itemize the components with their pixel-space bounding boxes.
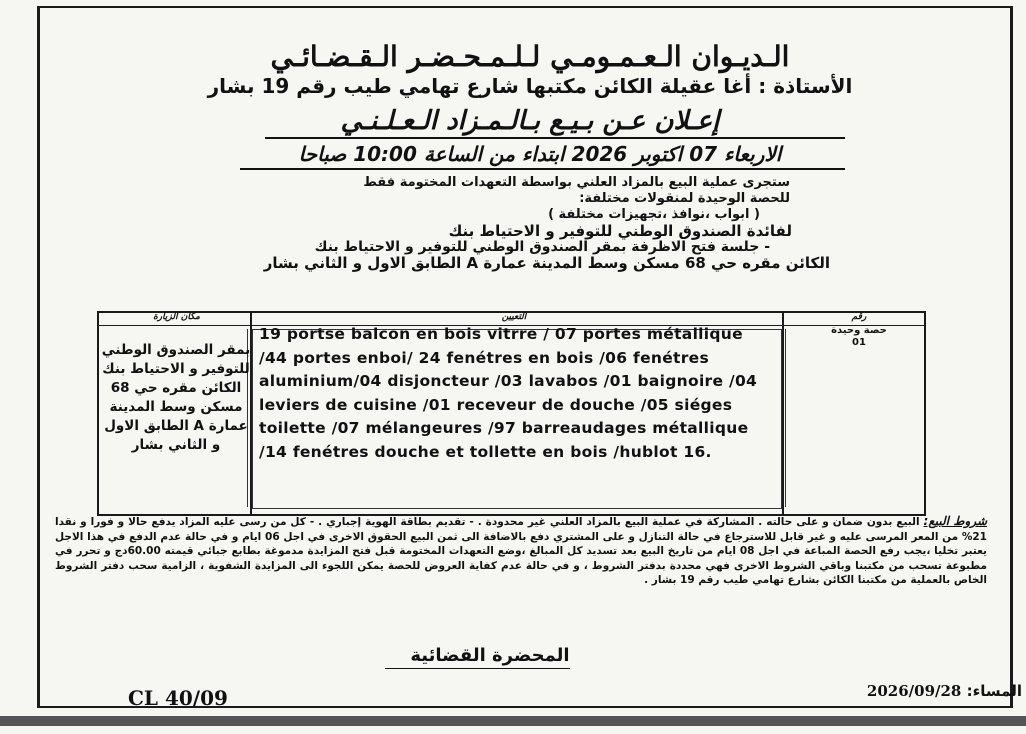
header-description: التعيين: [501, 312, 527, 322]
signature: المحضرة القضائية: [410, 645, 570, 666]
scan-edge-bar: [0, 716, 1026, 726]
place-cell: بمقر الصندوق الوطني للتوفير و الاحتياط بنك الكائن مقره حي 68 مسكن وسط المدينة عمارة A الطابق الاول و الثاني بشار: [101, 342, 251, 453]
ref-number: 01: [852, 337, 866, 348]
ref-cell: [799, 325, 919, 349]
announcement-title: إعـلان عـن بـيـع بـالـمـزاد الـعـلـنـي: [340, 106, 720, 136]
description-cell: 19 portse balcon en bois vitrre / 07 portes métallique /44 portes enboi/ 24 fenétres en bois /06 fenétres aluminium/04 disjoncteur /03 lavabos /01 baignoire /04 leviers de cuisine /01 receveur de douche /05 siéges toilette /07 mélangeures /97 barreaudages métallique /14 fenétres douche et tollette en bois /hublot 16.: [259, 325, 758, 461]
table-col-divider: [782, 313, 784, 514]
conditions-label: شروط البيع:: [923, 514, 987, 528]
announcement-underline: [265, 137, 845, 139]
office-title: الـديـوان الـعـمـومـي لـلـمـحـضـر الـقـضـائـي: [270, 40, 790, 73]
intro-line-5: - جلسة فتح الاظرفة بمقر الصندوق الوطني للتوفير و الاحتياط بنك: [314, 239, 770, 255]
ref-cell-box: [785, 329, 918, 507]
date-value: 2026/09/28: [866, 682, 962, 700]
date-label: المساء:: [966, 682, 1022, 700]
sale-date: الاربعاء 07 اكتوبر 2026 ابتداء من الساعة 10:00 صباحا: [298, 142, 782, 166]
sale-conditions: [55, 514, 987, 588]
signature-underline: [385, 668, 570, 669]
intro-block: [230, 175, 830, 272]
intro-line-4: لفائدة الصندوق الوطني للتوفير و الاحتياط بنك: [448, 222, 792, 240]
header-place: مكان الزيارة: [153, 312, 200, 322]
intro-line-1: ستجرى عملية البيع بالمزاد العلني بواسطة التعهدات المختومة فقط: [363, 175, 790, 190]
lawyer-line: الأستاذة : أغا عقيلة الكائن مكتبها شارع تهامي طيب رقم 19 بشار: [207, 74, 853, 98]
intro-line-6: الكائن مقره حي 68 مسكن وسط المدينة عمارة A الطابق الاول و الثاني بشار: [263, 254, 830, 272]
header-ref: رقم: [851, 312, 867, 322]
reference-code: CL 40/09: [128, 686, 228, 710]
date-underline: [240, 168, 845, 170]
intro-line-3: ( ابواب ،نوافذ ،تجهيزات مختلفة ): [548, 207, 760, 222]
intro-line-2: للحصة الوحيدة لمنقولات مختلفة:: [579, 191, 790, 206]
lots-table: [97, 311, 926, 516]
conditions-text: البيع بدون ضمان و على حالته . المشاركة في عملية البيع بالمزاد العلني غير محدودة . - تقديم بطاقة الهوية إجباري . - كل من رسى عليه المزاد يدفع حالا و فورا و نقدا 21% من المعر المرسى عليه و غير قابل للاسترجاع في حالة التنازل و على المشتري دفع بالاضافة الى ثمن البيع الحقوق الاخرى في اجل 06 ايام و في حالة عدم الدفع في هذا الاجل يعتبر تخليا ،يجب رفع الحصة المباعة في اجل 08 ايام من تاريخ البيع بعد تسديد كل المبالغ ،وضع التعهدات المختومة قبل فتح المزايدة مدموغة بطابع جبائي قيمته 60.00دج و تحرر في مطبوعة تسحب من مكتبنا وباقي الشروط الاخرى فهي محددة بدفتر الشروط ، و في حالة عدم كفاية العروض للحصة يمكن اللجوء الى المزايدة الشفوية ، الزامية سحب دفتر الشروط الخاص بالعملية من مكتبنا الكائن بشارع تهامي طيب رقم 19 بشار .: [55, 516, 987, 586]
ref-label: حصة وحيدة: [831, 325, 887, 336]
publication-date: [822, 682, 1022, 700]
